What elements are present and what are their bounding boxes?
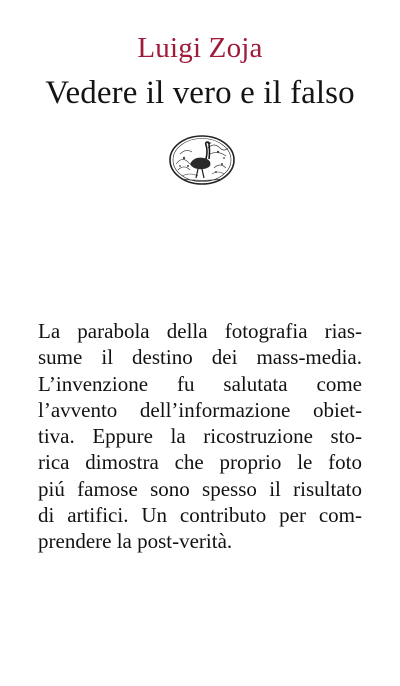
book-title: Vedere il vero e il falso [45,75,355,111]
blurb-line: La parabola della fotografia rias- [38,319,362,343]
blurb-line: di artifici. Un contributo per com- [38,503,362,528]
blurb-line: prendere la post-verità. [38,529,233,554]
blurb-line: tiva. Eppure la ricostruzione sto- [38,424,362,449]
blurb-line: L’invenzione fu salutata come [38,371,362,396]
blurb-line: l’avvento dell’informazione obiet- [38,397,362,422]
ostrich-medallion-icon [168,134,236,186]
author-name: Luigi Zoja [137,32,263,64]
blurb-line: rica dimostra che proprio le foto [38,450,362,475]
blurb-line: sume il destino dei mass-media. [38,345,362,370]
blurb-line: piú famose sono spesso il risultato [38,476,362,501]
back-cover-blurb [38,318,362,555]
